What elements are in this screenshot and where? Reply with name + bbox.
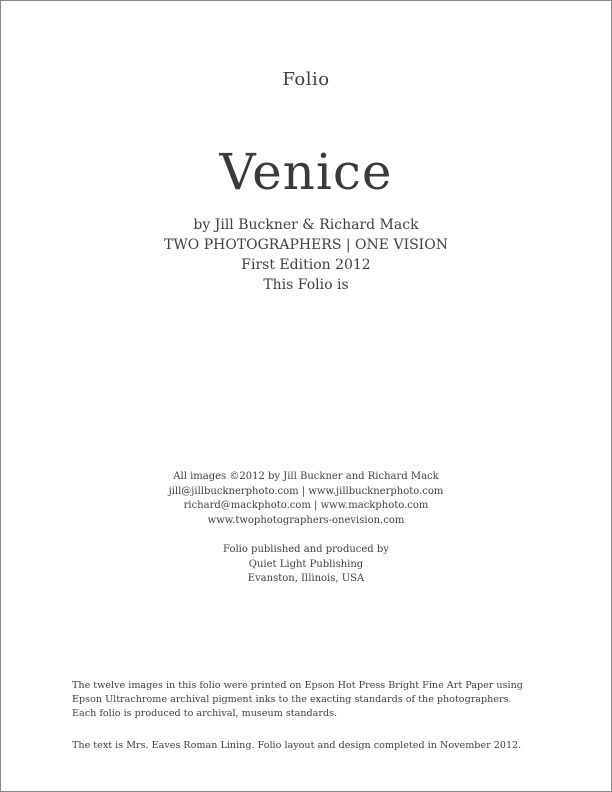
publisher-name: Quiet Light Publishing [248,558,364,570]
colophon-type-line: The text is Mrs. Eaves Roman Lining. Folio layout and design completed in November 2012. [72,740,522,751]
credits-block [1,470,611,528]
joint-website-line: www.twophotographers-onevision.com [207,514,405,526]
colophon-spacer [72,721,523,739]
colophon-print-line-2: Epson Ultrachrome archival pigment inks to the exacting standards of the photographers. [72,694,512,705]
colophon-print-line-3: Each folio is produced to archival, museum standards. [72,708,338,719]
publisher-block [1,543,611,587]
richard-contact-line: richard@mackphoto.com | www.mackphoto.com [183,500,429,511]
colophon [72,679,523,753]
byline-block [1,215,611,295]
publisher-location: Evanston, Illinois, USA [247,573,365,584]
jill-contact-line: jill@jillbucknerphoto.com | www.jillbucknerphoto.com [168,485,444,497]
copyright-line: All images ©2012 by Jill Buckner and Richard Mack [173,471,439,482]
edition-line: First Edition 2012 [241,257,371,273]
authors-line: by Jill Buckner & Richard Mack [193,217,419,233]
tagline: TWO PHOTOGRAPHERS | ONE VISION [164,237,448,253]
page-title: Venice [219,143,393,201]
folio-number-line: This Folio is [263,277,349,293]
folio-label: Folio [282,69,330,90]
colophon-print-line-1: The twelve images in this folio were printed on Epson Hot Press Bright Fine Art Paper using [72,680,523,691]
publisher-line-1: Folio published and produced by [223,544,389,555]
